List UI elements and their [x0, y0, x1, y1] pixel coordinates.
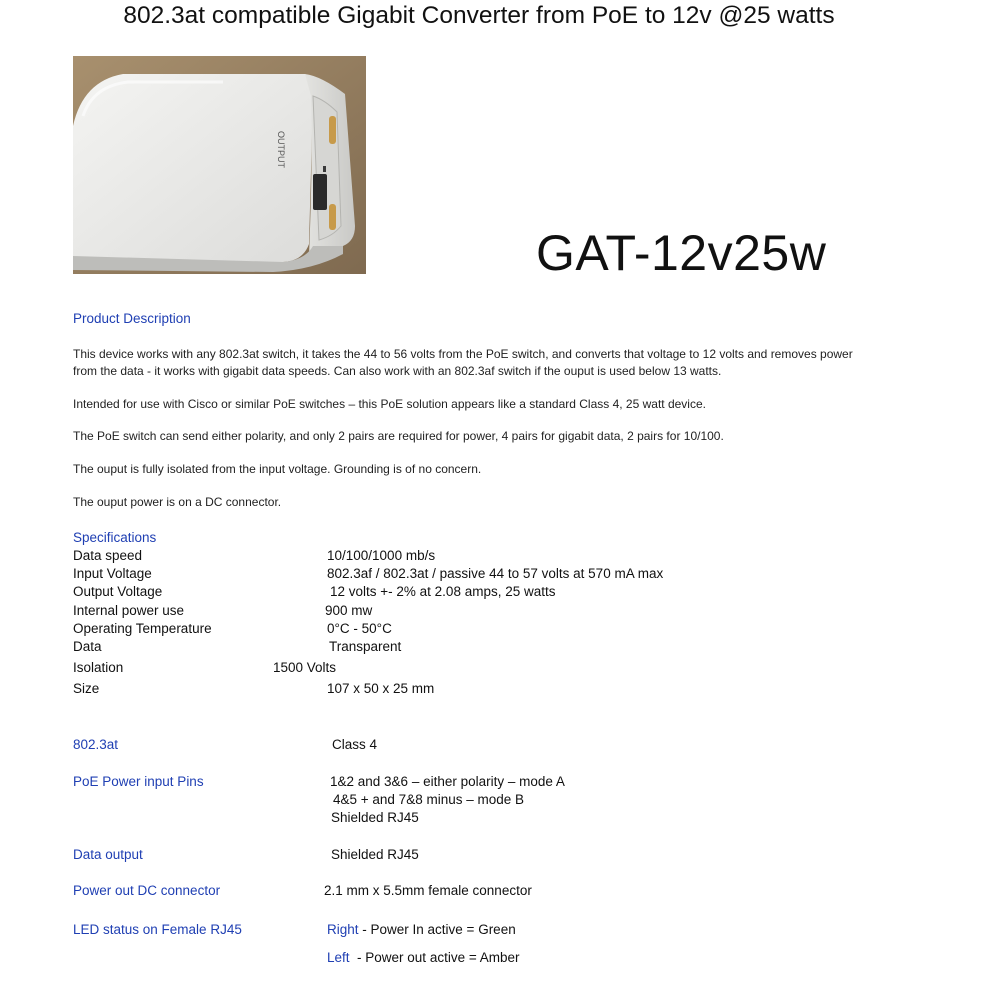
pins-line-2: 4&5 + and 7&8 minus – mode B	[333, 792, 524, 807]
output-label: OUTPUT	[276, 131, 286, 168]
802-3at-value: Class 4	[332, 737, 378, 752]
led-status-label: LED status on Female RJ45	[73, 922, 242, 937]
spec-value: 900 mw	[325, 603, 373, 618]
led-right-word: Right	[327, 922, 359, 937]
product-description-heading: Product Description	[73, 311, 191, 326]
page-title: 802.3at compatible Gigabit Converter from PoE to 12v @25 watts	[123, 2, 835, 29]
data-output-label: Data output	[73, 847, 143, 862]
pins-line-1: 1&2 and 3&6 – either polarity – mode A	[330, 774, 565, 789]
spec-value: 12 volts +- 2% at 2.08 amps, 25 watts	[330, 584, 556, 599]
description-paragraph-5: The ouput power is on a DC connector.	[73, 495, 282, 509]
spec-label: Operating Temperature	[73, 621, 212, 636]
spec-label: Isolation	[73, 660, 124, 675]
802-3at-label: 802.3at	[73, 737, 119, 752]
power-out-dc-connector-value: 2.1 mm x 5.5mm female connector	[324, 883, 532, 898]
spec-value: 10/100/1000 mb/s	[327, 548, 436, 563]
data-output-value: Shielded RJ45	[331, 847, 419, 862]
led-left-word: Left	[327, 950, 350, 965]
model-number: GAT-12v25w	[536, 225, 827, 281]
spec-label: Input Voltage	[73, 566, 152, 581]
spec-label: Data	[73, 639, 102, 654]
pins-line-3: Shielded RJ45	[331, 810, 419, 825]
spec-value: 107 x 50 x 25 mm	[327, 681, 435, 696]
description-paragraph-2: Intended for use with Cisco or similar PoE switches – this PoE solution appears like a standard Class 4, 25 watt device.	[73, 397, 706, 411]
description-paragraph-1-line-1: This device works with any 802.3at switch, it takes the 44 to 56 volts from the PoE switch, and converts that voltage to 12 volts and removes power	[73, 347, 853, 361]
spec-value: 0°C - 50°C	[327, 621, 392, 636]
power-out-dc-connector-label: Power out DC connector	[73, 883, 221, 898]
spec-label: Size	[73, 681, 100, 696]
led-right-row	[327, 922, 516, 937]
product-photo	[73, 56, 366, 274]
led-left-text: - Power out active = Amber	[349, 950, 520, 965]
description-paragraph-4: The ouput is fully isolated from the input voltage. Grounding is of no concern.	[73, 462, 482, 476]
description-paragraph-1-line-2: from the data - it works with gigabit data speeds. Can also work with an 802.3af switch if the ouput is used below 13 watts.	[73, 364, 722, 378]
description-paragraph-3: The PoE switch can send either polarity, and only 2 pairs are required for power, 4 pairs for gigabit data, 2 pairs for 10/100.	[73, 429, 724, 443]
spec-value: Transparent	[329, 639, 402, 654]
spec-label: Output Voltage	[73, 584, 163, 599]
converter-device-image	[73, 56, 366, 274]
poe-power-input-pins-label: PoE Power input Pins	[73, 774, 204, 789]
spec-label: Data speed	[73, 548, 143, 563]
specifications-heading: Specifications	[73, 530, 157, 545]
spec-value: 1500 Volts	[273, 660, 337, 675]
led-right-text: - Power In active = Green	[358, 922, 516, 937]
led-left-row	[327, 950, 519, 965]
spec-label: Internal power use	[73, 603, 185, 618]
spec-value: 802.3af / 802.3at / passive 44 to 57 volts at 570 mA max	[327, 566, 664, 581]
